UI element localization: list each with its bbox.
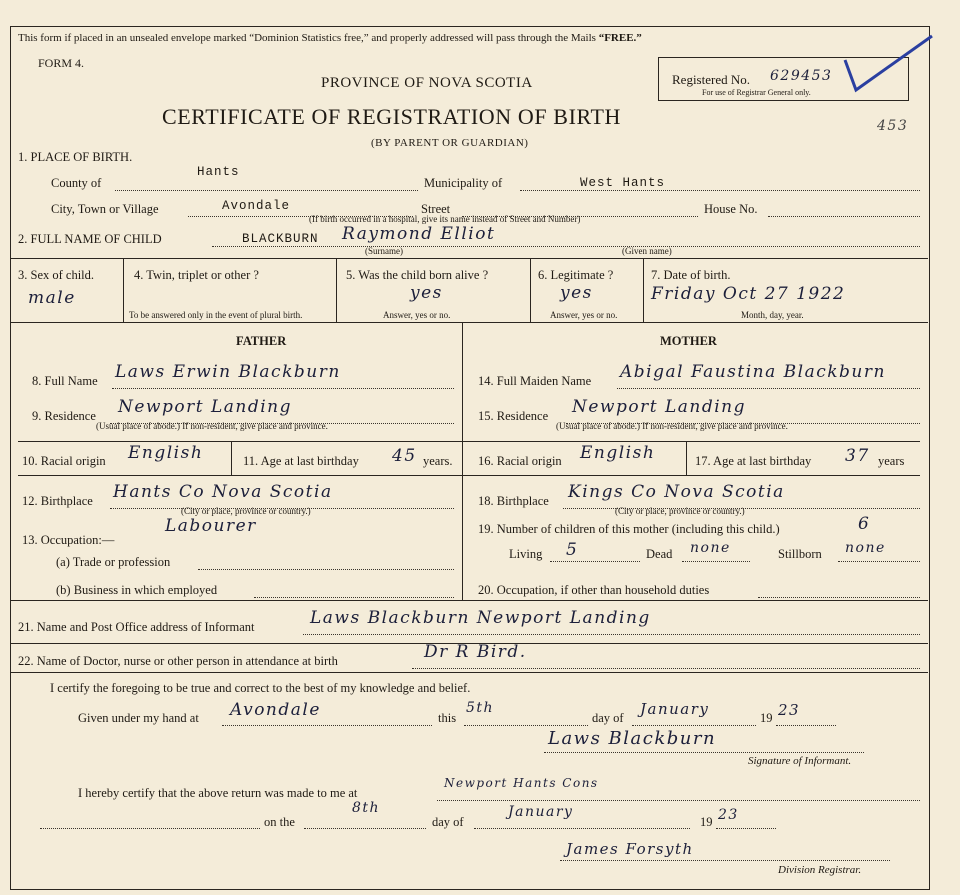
row3-bottom-border: [10, 322, 928, 323]
page-title: CERTIFICATE OF REGISTRATION OF BIRTH: [162, 104, 621, 129]
informant-signature-line: [544, 752, 864, 753]
father-birthplace-value: Hants Co Nova Scotia: [113, 482, 333, 502]
informant-signature-caption: Signature of Informant.: [748, 755, 852, 767]
mother-racial-value: English: [580, 443, 656, 463]
mother-birthplace-label: 18. Birthplace: [478, 494, 549, 508]
return-place-line: [437, 800, 920, 801]
registrar-caption: Division Registrar.: [778, 864, 862, 876]
father-name-line: [112, 388, 454, 389]
father-occupation-label: 13. Occupation:—: [22, 533, 115, 547]
father-racial-bottom: [18, 475, 462, 476]
mother-children-label: 19. Number of children of this mother (including this child.): [478, 522, 780, 536]
given-place-value: Avondale: [230, 700, 321, 720]
informant-signature: Laws Blackburn: [548, 728, 717, 749]
row3-divider-1: [123, 258, 124, 322]
mother-living-value: 5: [566, 540, 579, 560]
day-of-label: day of: [592, 711, 624, 725]
date-label: 7. Date of birth.: [651, 268, 731, 282]
return-day-line: [304, 828, 426, 829]
mother-heading: MOTHER: [660, 334, 717, 348]
mother-stillborn-label: Stillborn: [778, 547, 822, 561]
alive-label: 5. Was the child born alive ?: [346, 268, 489, 282]
doctor-label: 22. Name of Doctor, nurse or other person in attendance at birth: [18, 654, 338, 668]
year2-prefix: 19: [700, 815, 713, 829]
year-prefix: 19: [760, 711, 773, 725]
return-place-value: Newport Hants Cons: [444, 776, 599, 790]
row3-divider-3: [530, 258, 531, 322]
given-place-line: [222, 725, 432, 726]
mail-note-free: “FREE.”: [598, 32, 642, 44]
father-racial-value: English: [128, 443, 204, 463]
municipality-label: Municipality of: [424, 176, 503, 190]
county-line: [115, 190, 418, 191]
return-lead-line: [40, 828, 260, 829]
row3-divider-4: [643, 258, 644, 322]
city-label: City, Town or Village: [51, 202, 159, 216]
mother-dead-value: none: [690, 540, 731, 556]
mother-age-label: 17. Age at last birthday: [695, 454, 812, 468]
check-mark-icon: [840, 30, 940, 100]
child-given-name: Raymond Elliot: [342, 224, 496, 244]
street-label: Street: [421, 202, 451, 216]
father-name-value: Laws Erwin Blackburn: [115, 362, 341, 382]
on-the-label: on the: [264, 815, 295, 829]
given-day-value: 5th: [466, 700, 495, 716]
sex-label: 3. Sex of child.: [18, 268, 95, 282]
given-day-line: [464, 725, 588, 726]
province-heading: PROVINCE OF NOVA SCOTIA: [321, 75, 533, 91]
registrar-signature-line: [560, 860, 890, 861]
row3-divider-2: [336, 258, 337, 322]
informant-top-border: [10, 600, 928, 601]
mail-note-text: This form if placed in an unsealed envelope marked “Dominion Statistics free,” and properly addressed will pass through the Mails: [18, 32, 596, 44]
page-subtitle: (BY PARENT OR GUARDIAN): [371, 137, 529, 149]
day-of2-label: day of: [432, 815, 464, 829]
mother-stillborn-line: [838, 561, 920, 562]
informant-label: 21. Name and Post Office address of Informant: [18, 620, 255, 634]
city-value: Avondale: [222, 199, 291, 213]
informant-value: Laws Blackburn Newport Landing: [310, 608, 651, 628]
return-year-line: [716, 828, 776, 829]
father-occupation-value: Labourer: [165, 516, 257, 536]
father-racial-label: 10. Racial origin: [22, 454, 106, 468]
father-business-line: [254, 597, 454, 598]
date-value: Friday Oct 27 1922: [651, 284, 846, 304]
county-label: County of: [51, 176, 102, 190]
father-trade-line: [198, 569, 454, 570]
father-age-divider: [231, 441, 232, 475]
house-label: House No.: [704, 202, 758, 216]
hospital-note: (If birth occurred in a hospital, give its name instead of Street and Number): [309, 214, 581, 224]
father-trade-label: (a) Trade or profession: [56, 555, 171, 569]
given-month-value: January: [640, 700, 710, 718]
child-name-label: 2. FULL NAME OF CHILD: [18, 232, 162, 246]
registrar-note: For use of Registrar General only.: [702, 88, 811, 97]
certification-top-border: [10, 672, 928, 673]
father-racial-top: [18, 441, 462, 442]
return-month-line: [474, 828, 690, 829]
surname-caption: (Surname): [365, 246, 403, 256]
father-age-value: 45: [392, 446, 417, 466]
mother-stillborn-value: none: [845, 540, 886, 556]
mother-residence-label: 15. Residence: [478, 409, 549, 423]
legitimate-note: Answer, yes or no.: [550, 310, 618, 320]
father-age-label: 11. Age at last birthday: [243, 454, 359, 468]
informant-line: [303, 634, 920, 635]
mother-racial-bottom: [462, 475, 920, 476]
return-day-value: 8th: [352, 800, 381, 816]
father-business-label: (b) Business in which employed: [56, 583, 218, 597]
sex-value: male: [28, 288, 76, 308]
mother-living-label: Living: [509, 547, 543, 561]
mother-living-line: [550, 561, 640, 562]
place-of-birth-heading: 1. PLACE OF BIRTH.: [18, 150, 133, 164]
house-line: [768, 216, 920, 217]
child-name-line: [212, 246, 920, 247]
father-abode-note: (Usual place of abode.) If non-resident, give place and province.: [96, 421, 328, 431]
mother-birthplace-value: Kings Co Nova Scotia: [568, 482, 785, 502]
mother-racial-label: 16. Racial origin: [478, 454, 562, 468]
mother-age-value: 37: [845, 446, 870, 466]
father-residence-label: 9. Residence: [32, 409, 96, 423]
certification-statement: I certify the foregoing to be true and correct to the best of my knowledge and belief.: [50, 681, 471, 695]
mother-name-line: [617, 388, 920, 389]
given-year-line: [776, 725, 836, 726]
father-heading: FATHER: [236, 334, 287, 348]
doctor-line: [412, 668, 920, 669]
mother-occupation-label: 20. Occupation, if other than household duties: [478, 583, 710, 597]
registered-label: Registered No.: [672, 72, 750, 87]
county-value: Hants: [197, 165, 240, 179]
return-label: I hereby certify that the above return was made to me at: [78, 786, 358, 800]
registrar-signature: James Forsyth: [566, 840, 694, 858]
mother-years: years: [878, 454, 905, 468]
this-label: this: [438, 711, 457, 725]
doctor-value: Dr R Bird.: [424, 642, 527, 662]
child-surname: BLACKBURN: [242, 232, 319, 246]
mother-residence-value: Newport Landing: [572, 397, 746, 417]
mother-birthplace-note: (City or place, province or country.): [615, 506, 745, 516]
mail-note: [18, 32, 642, 44]
return-month-value: January: [508, 804, 574, 820]
alive-note: Answer, yes or no.: [383, 310, 451, 320]
mother-children-value: 6: [858, 514, 871, 534]
given-caption: (Given name): [622, 246, 672, 256]
mother-name-value: Abigal Faustina Blackburn: [620, 362, 886, 382]
father-residence-value: Newport Landing: [118, 397, 292, 417]
mother-occupation-line: [758, 597, 920, 598]
mother-dead-label: Dead: [646, 547, 673, 561]
mother-name-label: 14. Full Maiden Name: [478, 374, 592, 388]
given-month-line: [632, 725, 756, 726]
legitimate-value: yes: [560, 283, 593, 303]
alive-value: yes: [410, 283, 443, 303]
mother-racial-top: [462, 441, 920, 442]
mother-age-divider: [686, 441, 687, 475]
date-note: Month, day, year.: [741, 310, 804, 320]
return-year-value: 23: [718, 807, 739, 823]
registered-number: 629453: [770, 68, 833, 84]
father-birthplace-note: (City or place, province or country.): [181, 506, 311, 516]
father-birthplace-label: 12. Birthplace: [22, 494, 93, 508]
parents-center-divider: [462, 322, 463, 600]
father-years: years.: [423, 454, 453, 468]
legitimate-label: 6. Legitimate ?: [538, 268, 614, 282]
father-name-label: 8. Full Name: [32, 374, 98, 388]
given-year-value: 23: [778, 701, 801, 719]
municipality-line: [520, 190, 920, 191]
given-under-label: Given under my hand at: [78, 711, 199, 725]
mother-dead-line: [682, 561, 750, 562]
corner-mark: 453: [877, 118, 909, 134]
row3-top-border: [10, 258, 928, 259]
twin-note: To be answered only in the event of plural birth.: [129, 310, 303, 320]
twin-label: 4. Twin, triplet or other ?: [134, 268, 259, 282]
form-number: FORM 4.: [38, 56, 85, 70]
municipality-value: West Hants: [580, 176, 666, 190]
mother-abode-note: (Usual place of abode.) If non-resident, give place and province.: [556, 421, 788, 431]
